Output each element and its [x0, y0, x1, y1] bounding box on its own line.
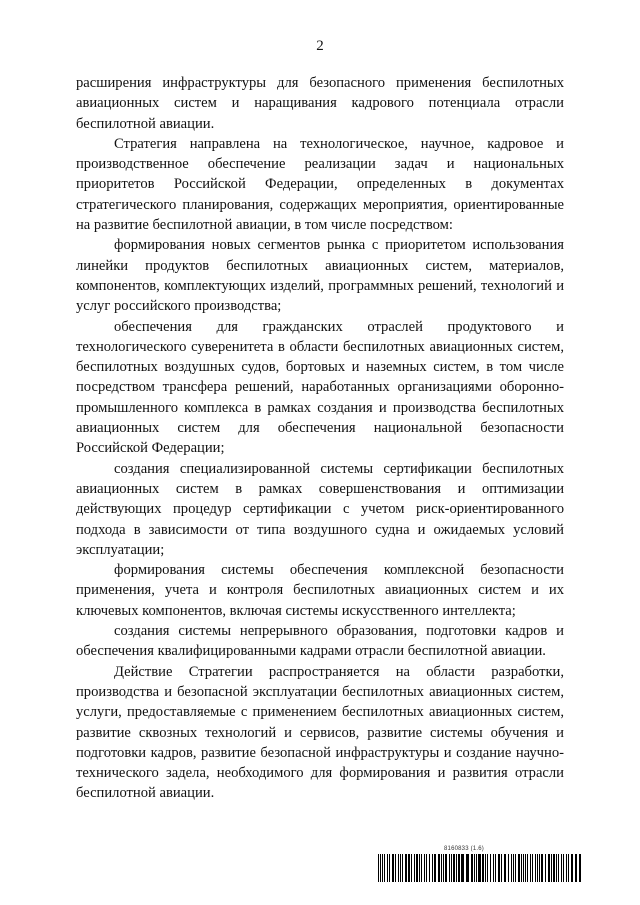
- page-number: 2: [316, 38, 324, 54]
- paragraph-education: создания системы непрерывного образования, подготовки кадров и обеспечения квалифицированными кадрами отрасли беспилотной авиации.: [76, 623, 564, 660]
- barcode-caption: 8160833 (1.6): [444, 846, 484, 852]
- document-barcode: [378, 846, 582, 884]
- paragraph-security-system: формирования системы обеспечения комплексной безопасности применения, учета и контроля беспилотных авиационных систем и их ключевых компонентов, включая системы искусственного интеллекта;: [76, 562, 564, 619]
- paragraph-certification: создания специализированной системы сертификации беспилотных авиационных систем в рамках совершенствования и оптимизации действующих процедур сертификации с учетом риск-ориентированного подхода в зависимости от типа воздушного судна и ожидаемых условий эксплуатации;: [76, 460, 564, 558]
- paragraph-scope: Действие Стратегии распространяется на области разработки, производства и безопасной эксплуатации беспилотных авиационных систем, услуги, предоставляемые с применением беспилотных авиационных систем, развитие сквозных технологий и сервисов, развитие системы обучения и подготовки кадров, развитие безопасной инфраструктуры и создание научно-технического задела, необходимого для формирования и развития отрасли беспилотной авиации.: [76, 663, 564, 802]
- paragraph-sovereignty: обеспечения для гражданских отраслей продуктового и технологического суверенитета в области беспилотных авиационных систем, беспилотных воздушных судов, бортовых и наземных систем, в том числе посредством трансфера решений, наработанных организациями оборонно-промышленного комплекса в рамках создания и производства беспилотных авиационных систем для обеспечения национальной безопасности Российской Федерации;: [76, 318, 564, 457]
- document-body: [76, 73, 564, 804]
- paragraph-market-segments: формирования новых сегментов рынка с приоритетом использования линейки продуктов беспилотных авиационных систем, материалов, компонентов, комплектующих изделий, программных решений, технологий и услуг российского производства;: [76, 237, 564, 315]
- barcode-icon: [378, 854, 582, 882]
- paragraph-continuation: расширения инфраструктуры для безопасного применения беспилотных авиационных систем и наращивания кадрового потенциала отрасли беспилотной авиации.: [76, 75, 564, 132]
- paragraph-strategy-purpose: Стратегия направлена на технологическое, научное, кадровое и производственное обеспечение реализации задач и национальных приоритетов Российской Федерации, определенных в документах стратегического планирования, содержащих мероприятия, ориентированные на развитие беспилотной авиации, в том числе посредством:: [76, 135, 564, 234]
